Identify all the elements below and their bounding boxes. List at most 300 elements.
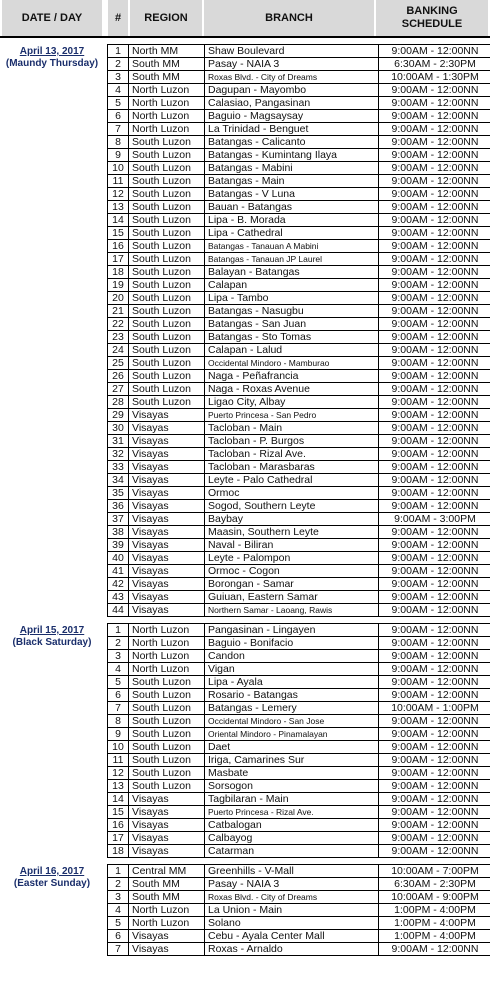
schedule-cell: 9:00AM - 12:00NN [379, 357, 490, 370]
branch-cell: Iriga, Camarines Sur [205, 754, 379, 767]
table-row [108, 396, 490, 409]
row-number: 1 [108, 865, 129, 878]
table-row [108, 526, 490, 539]
table-row [108, 832, 490, 845]
row-number: 40 [108, 552, 129, 565]
schedule-cell: 9:00AM - 3:00PM [379, 513, 490, 526]
table-row [108, 110, 490, 123]
schedule-cell: 9:00AM - 12:00NN [379, 780, 490, 793]
branch-cell: Sorsogon [205, 780, 379, 793]
region-cell: Visayas [129, 448, 205, 461]
schedule-cell: 1:00PM - 4:00PM [379, 904, 490, 917]
row-number: 41 [108, 565, 129, 578]
region-cell: Visayas [129, 806, 205, 819]
branch-cell: Daet [205, 741, 379, 754]
row-number: 1 [108, 45, 129, 58]
region-cell: Visayas [129, 930, 205, 943]
row-number: 17 [108, 832, 129, 845]
region-cell: South Luzon [129, 149, 205, 162]
row-number: 10 [108, 741, 129, 754]
row-number: 24 [108, 344, 129, 357]
schedule-cell: 9:00AM - 12:00NN [379, 188, 490, 201]
table-row [108, 637, 490, 650]
branch-cell: Oriental Mindoro - Pinamalayan [205, 728, 379, 741]
branch-cell: Borongan - Samar [205, 578, 379, 591]
row-number: 1 [108, 624, 129, 637]
branch-cell: Naval - Biliran [205, 539, 379, 552]
branch-cell: Calbayog [205, 832, 379, 845]
table-row [108, 188, 490, 201]
region-cell: South Luzon [129, 396, 205, 409]
schedule-cell: 9:00AM - 12:00NN [379, 266, 490, 279]
table-row [108, 84, 490, 97]
branch-cell: Lipa - Tambo [205, 292, 379, 305]
branch-cell: Tagbilaran - Main [205, 793, 379, 806]
row-number: 13 [108, 201, 129, 214]
branch-cell: Northern Samar - Laoang, Rawis [205, 604, 379, 617]
table-row [108, 331, 490, 344]
row-number: 9 [108, 149, 129, 162]
region-cell: South Luzon [129, 741, 205, 754]
region-cell: South MM [129, 58, 205, 71]
row-number: 17 [108, 253, 129, 266]
table-row [108, 943, 490, 956]
branch-cell: Shaw Boulevard [205, 45, 379, 58]
day-text: (Easter Sunday) [13, 878, 91, 889]
branch-cell: Puerto Princesa - Rizal Ave. [205, 806, 379, 819]
region-cell: South Luzon [129, 279, 205, 292]
schedule-cell: 9:00AM - 12:00NN [379, 305, 490, 318]
schedule-cell: 9:00AM - 12:00NN [379, 279, 490, 292]
branch-cell: Roxas Blvd. - City of Dreams [205, 891, 379, 904]
branch-cell: Baguio - Bonifacio [205, 637, 379, 650]
schedule-table [107, 864, 490, 956]
table-row [108, 702, 490, 715]
row-number: 15 [108, 806, 129, 819]
row-number: 12 [108, 767, 129, 780]
region-cell: North Luzon [129, 84, 205, 97]
schedule-cell: 9:00AM - 12:00NN [379, 136, 490, 149]
table-row [108, 663, 490, 676]
schedule-cell: 9:00AM - 12:00NN [379, 604, 490, 617]
region-cell: South MM [129, 878, 205, 891]
row-number: 42 [108, 578, 129, 591]
row-number: 39 [108, 539, 129, 552]
header-schedule-line2: SCHEDULE [401, 18, 463, 30]
row-number: 7 [108, 123, 129, 136]
branch-cell: Calapan - Lalud [205, 344, 379, 357]
schedule-cell: 9:00AM - 12:00NN [379, 292, 490, 305]
table-row [108, 917, 490, 930]
table-row [108, 865, 490, 878]
region-cell: Visayas [129, 832, 205, 845]
table-row [108, 793, 490, 806]
table-row [108, 650, 490, 663]
table-row [108, 930, 490, 943]
region-cell: South Luzon [129, 188, 205, 201]
schedule-cell: 6:30AM - 2:30PM [379, 878, 490, 891]
table-row [108, 741, 490, 754]
schedule-cell: 9:00AM - 12:00NN [379, 370, 490, 383]
schedule-cell: 9:00AM - 12:00NN [379, 552, 490, 565]
row-number: 4 [108, 663, 129, 676]
row-number: 8 [108, 136, 129, 149]
schedule-cell: 9:00AM - 12:00NN [379, 409, 490, 422]
row-number: 7 [108, 702, 129, 715]
branch-cell: Ormoc [205, 487, 379, 500]
day-text: (Black Saturday) [12, 637, 92, 648]
row-number: 5 [108, 917, 129, 930]
branch-cell: Pangasinan - Lingayen [205, 624, 379, 637]
region-cell: Visayas [129, 578, 205, 591]
table-header [0, 0, 490, 38]
region-cell: South MM [129, 891, 205, 904]
region-cell: North Luzon [129, 650, 205, 663]
table-row [108, 448, 490, 461]
row-number: 9 [108, 728, 129, 741]
row-number: 6 [108, 110, 129, 123]
row-number: 4 [108, 904, 129, 917]
header-branch: BRANCH [204, 0, 374, 36]
table-row [108, 904, 490, 917]
region-cell: South Luzon [129, 136, 205, 149]
branch-cell: Leyte - Palompon [205, 552, 379, 565]
header-schedule-line1: BANKING [406, 5, 458, 17]
table-row [108, 318, 490, 331]
region-cell: Visayas [129, 487, 205, 500]
schedule-cell: 9:00AM - 12:00NN [379, 331, 490, 344]
region-cell: Visayas [129, 819, 205, 832]
region-cell: North Luzon [129, 123, 205, 136]
branch-cell: Greenhills - V-Mall [205, 865, 379, 878]
branch-cell: Pasay - NAIA 3 [205, 58, 379, 71]
region-cell: South Luzon [129, 240, 205, 253]
schedule-cell: 9:00AM - 12:00NN [379, 526, 490, 539]
schedule-cell: 10:00AM - 7:00PM [379, 865, 490, 878]
schedule-cell: 9:00AM - 12:00NN [379, 162, 490, 175]
region-cell: South Luzon [129, 357, 205, 370]
table-row [108, 149, 490, 162]
branch-cell: Guiuan, Eastern Samar [205, 591, 379, 604]
branch-cell: Occidental Mindoro - San Jose [205, 715, 379, 728]
region-cell: North Luzon [129, 917, 205, 930]
branch-cell: Lipa - B. Morada [205, 214, 379, 227]
row-number: 3 [108, 650, 129, 663]
row-number: 16 [108, 819, 129, 832]
branch-cell: Batangas - San Juan [205, 318, 379, 331]
row-number: 8 [108, 715, 129, 728]
table-row [108, 474, 490, 487]
region-cell: South Luzon [129, 689, 205, 702]
schedule-cell: 1:00PM - 4:00PM [379, 930, 490, 943]
table-row [108, 715, 490, 728]
schedule-cell: 9:00AM - 12:00NN [379, 396, 490, 409]
schedule-cell: 9:00AM - 12:00NN [379, 383, 490, 396]
row-number: 26 [108, 370, 129, 383]
region-cell: South Luzon [129, 331, 205, 344]
row-number: 34 [108, 474, 129, 487]
row-number: 10 [108, 162, 129, 175]
branch-cell: Batangas - Mabini [205, 162, 379, 175]
row-number: 3 [108, 71, 129, 84]
region-cell: South Luzon [129, 162, 205, 175]
branch-cell: Maasin, Southern Leyte [205, 526, 379, 539]
region-cell: South Luzon [129, 383, 205, 396]
table-row [108, 767, 490, 780]
table-row [108, 461, 490, 474]
row-number: 43 [108, 591, 129, 604]
schedule-cell: 10:00AM - 9:00PM [379, 891, 490, 904]
schedule-cell: 9:00AM - 12:00NN [379, 214, 490, 227]
schedule-cell: 9:00AM - 12:00NN [379, 793, 490, 806]
schedule-cell: 9:00AM - 12:00NN [379, 318, 490, 331]
schedule-cell: 9:00AM - 12:00NN [379, 806, 490, 819]
table-row [108, 891, 490, 904]
region-cell: South Luzon [129, 253, 205, 266]
schedule-cell: 9:00AM - 12:00NN [379, 97, 490, 110]
schedule-cell: 9:00AM - 12:00NN [379, 344, 490, 357]
schedule-cell: 9:00AM - 12:00NN [379, 149, 490, 162]
schedule-cell: 9:00AM - 12:00NN [379, 845, 490, 858]
branch-cell: Tacloban - Rizal Ave. [205, 448, 379, 461]
table-row [108, 624, 490, 637]
schedule-cell: 9:00AM - 12:00NN [379, 123, 490, 136]
date-text: April 16, 2017 [19, 866, 85, 877]
table-row [108, 370, 490, 383]
region-cell: North Luzon [129, 97, 205, 110]
table-row [108, 565, 490, 578]
schedule-cell: 9:00AM - 12:00NN [379, 676, 490, 689]
branch-cell: Pasay - NAIA 3 [205, 878, 379, 891]
table-row [108, 591, 490, 604]
branch-cell: La Union - Main [205, 904, 379, 917]
branch-cell: Solano [205, 917, 379, 930]
branch-cell: Bauan - Batangas [205, 201, 379, 214]
branch-cell: Cebu - Ayala Center Mall [205, 930, 379, 943]
header-number: # [108, 0, 128, 36]
table-row [108, 422, 490, 435]
row-number: 14 [108, 793, 129, 806]
table-row [108, 676, 490, 689]
region-cell: Visayas [129, 526, 205, 539]
branch-cell: Batangas - Nasugbu [205, 305, 379, 318]
region-cell: Visayas [129, 500, 205, 513]
table-row [108, 539, 490, 552]
region-cell: Visayas [129, 461, 205, 474]
table-row [108, 728, 490, 741]
schedule-table [107, 623, 490, 858]
region-cell: North Luzon [129, 663, 205, 676]
branch-cell: Ormoc - Cogon [205, 565, 379, 578]
row-number: 6 [108, 689, 129, 702]
table-row [108, 45, 490, 58]
schedule-cell: 9:00AM - 12:00NN [379, 637, 490, 650]
branch-cell: Calapan [205, 279, 379, 292]
row-number: 2 [108, 637, 129, 650]
region-cell: Visayas [129, 845, 205, 858]
region-cell: Central MM [129, 865, 205, 878]
branch-cell: Batangas - Sto Tomas [205, 331, 379, 344]
table-row [108, 383, 490, 396]
branch-cell: Batangas - Tanauan JP Laurel [205, 253, 379, 266]
table-row [108, 819, 490, 832]
table-row [108, 878, 490, 891]
table-row [108, 123, 490, 136]
schedule-cell: 9:00AM - 12:00NN [379, 45, 490, 58]
row-number: 6 [108, 930, 129, 943]
region-cell: South MM [129, 71, 205, 84]
region-cell: Visayas [129, 539, 205, 552]
date-text: April 15, 2017 [19, 625, 85, 636]
branch-cell: Batangas - V Luna [205, 188, 379, 201]
row-number: 25 [108, 357, 129, 370]
date-label [2, 866, 102, 890]
table-row [108, 292, 490, 305]
table-row [108, 227, 490, 240]
schedule-cell: 9:00AM - 12:00NN [379, 227, 490, 240]
table-row [108, 162, 490, 175]
region-cell: South Luzon [129, 676, 205, 689]
region-cell: Visayas [129, 435, 205, 448]
schedule-cell: 9:00AM - 12:00NN [379, 591, 490, 604]
schedule-cell: 6:30AM - 2:30PM [379, 58, 490, 71]
region-cell: South Luzon [129, 266, 205, 279]
region-cell: North Luzon [129, 904, 205, 917]
table-row [108, 689, 490, 702]
row-number: 38 [108, 526, 129, 539]
branch-cell: Candon [205, 650, 379, 663]
schedule-cell: 9:00AM - 12:00NN [379, 240, 490, 253]
schedule-cell: 9:00AM - 12:00NN [379, 767, 490, 780]
branch-cell: Dagupan - Mayombo [205, 84, 379, 97]
schedule-cell: 9:00AM - 12:00NN [379, 461, 490, 474]
date-label [2, 46, 102, 70]
schedule-cell: 9:00AM - 12:00NN [379, 84, 490, 97]
row-number: 7 [108, 943, 129, 956]
row-number: 44 [108, 604, 129, 617]
row-number: 5 [108, 97, 129, 110]
schedule-cell: 9:00AM - 12:00NN [379, 741, 490, 754]
row-number: 19 [108, 279, 129, 292]
schedule-cell: 1:00PM - 4:00PM [379, 917, 490, 930]
branch-cell: Puerto Princesa - San Pedro [205, 409, 379, 422]
branch-cell: Lipa - Cathedral [205, 227, 379, 240]
row-number: 36 [108, 500, 129, 513]
schedule-cell: 9:00AM - 12:00NN [379, 175, 490, 188]
branch-cell: Batangas - Tanauan A Mabini [205, 240, 379, 253]
schedule-cell: 9:00AM - 12:00NN [379, 435, 490, 448]
schedule-cell: 9:00AM - 12:00NN [379, 578, 490, 591]
region-cell: South Luzon [129, 305, 205, 318]
schedule-cell: 9:00AM - 12:00NN [379, 539, 490, 552]
branch-cell: Baguio - Magsaysay [205, 110, 379, 123]
region-cell: Visayas [129, 793, 205, 806]
branch-cell: Batangas - Lemery [205, 702, 379, 715]
region-cell: South Luzon [129, 227, 205, 240]
row-number: 2 [108, 878, 129, 891]
branch-cell: Occidental Mindoro - Mamburao [205, 357, 379, 370]
table-row [108, 214, 490, 227]
branch-cell: Tacloban - Marasbaras [205, 461, 379, 474]
date-text: April 13, 2017 [19, 46, 85, 57]
branch-cell: Masbate [205, 767, 379, 780]
branch-cell: Naga - Peñafrancia [205, 370, 379, 383]
branch-cell: Catarman [205, 845, 379, 858]
table-row [108, 305, 490, 318]
schedule-cell: 9:00AM - 12:00NN [379, 422, 490, 435]
row-number: 27 [108, 383, 129, 396]
schedule-cell: 9:00AM - 12:00NN [379, 715, 490, 728]
row-number: 16 [108, 240, 129, 253]
table-row [108, 201, 490, 214]
branch-cell: Batangas - Main [205, 175, 379, 188]
row-number: 4 [108, 84, 129, 97]
table-row [108, 266, 490, 279]
header-banking-schedule [376, 0, 488, 36]
schedule-cell: 9:00AM - 12:00NN [379, 943, 490, 956]
schedule-cell: 9:00AM - 12:00NN [379, 689, 490, 702]
table-row [108, 97, 490, 110]
region-cell: North Luzon [129, 110, 205, 123]
table-row [108, 578, 490, 591]
region-cell: Visayas [129, 474, 205, 487]
row-number: 11 [108, 175, 129, 188]
row-number: 3 [108, 891, 129, 904]
table-row [108, 500, 490, 513]
region-cell: Visayas [129, 591, 205, 604]
region-cell: Visayas [129, 513, 205, 526]
schedule-cell: 10:00AM - 1:00PM [379, 702, 490, 715]
header-region: REGION [130, 0, 202, 36]
branch-cell: Lipa - Ayala [205, 676, 379, 689]
row-number: 37 [108, 513, 129, 526]
region-cell: South Luzon [129, 292, 205, 305]
schedule-cell: 9:00AM - 12:00NN [379, 448, 490, 461]
row-number: 28 [108, 396, 129, 409]
schedule-cell: 9:00AM - 12:00NN [379, 754, 490, 767]
table-row [108, 552, 490, 565]
schedule-cell: 9:00AM - 12:00NN [379, 110, 490, 123]
row-number: 15 [108, 227, 129, 240]
schedule-cell: 9:00AM - 12:00NN [379, 728, 490, 741]
region-cell: Visayas [129, 565, 205, 578]
row-number: 18 [108, 845, 129, 858]
branch-cell: Vigan [205, 663, 379, 676]
row-number: 32 [108, 448, 129, 461]
table-row [108, 409, 490, 422]
region-cell: South Luzon [129, 767, 205, 780]
table-row [108, 71, 490, 84]
region-cell: South Luzon [129, 344, 205, 357]
schedule-cell: 9:00AM - 12:00NN [379, 832, 490, 845]
table-row [108, 487, 490, 500]
branch-cell: Catbalogan [205, 819, 379, 832]
region-cell: Visayas [129, 552, 205, 565]
region-cell: South Luzon [129, 754, 205, 767]
table-row [108, 253, 490, 266]
row-number: 22 [108, 318, 129, 331]
region-cell: South Luzon [129, 214, 205, 227]
row-number: 11 [108, 754, 129, 767]
region-cell: South Luzon [129, 715, 205, 728]
region-cell: South Luzon [129, 702, 205, 715]
row-number: 35 [108, 487, 129, 500]
table-row [108, 845, 490, 858]
region-cell: North Luzon [129, 624, 205, 637]
region-cell: Visayas [129, 943, 205, 956]
region-cell: South Luzon [129, 318, 205, 331]
table-row [108, 175, 490, 188]
